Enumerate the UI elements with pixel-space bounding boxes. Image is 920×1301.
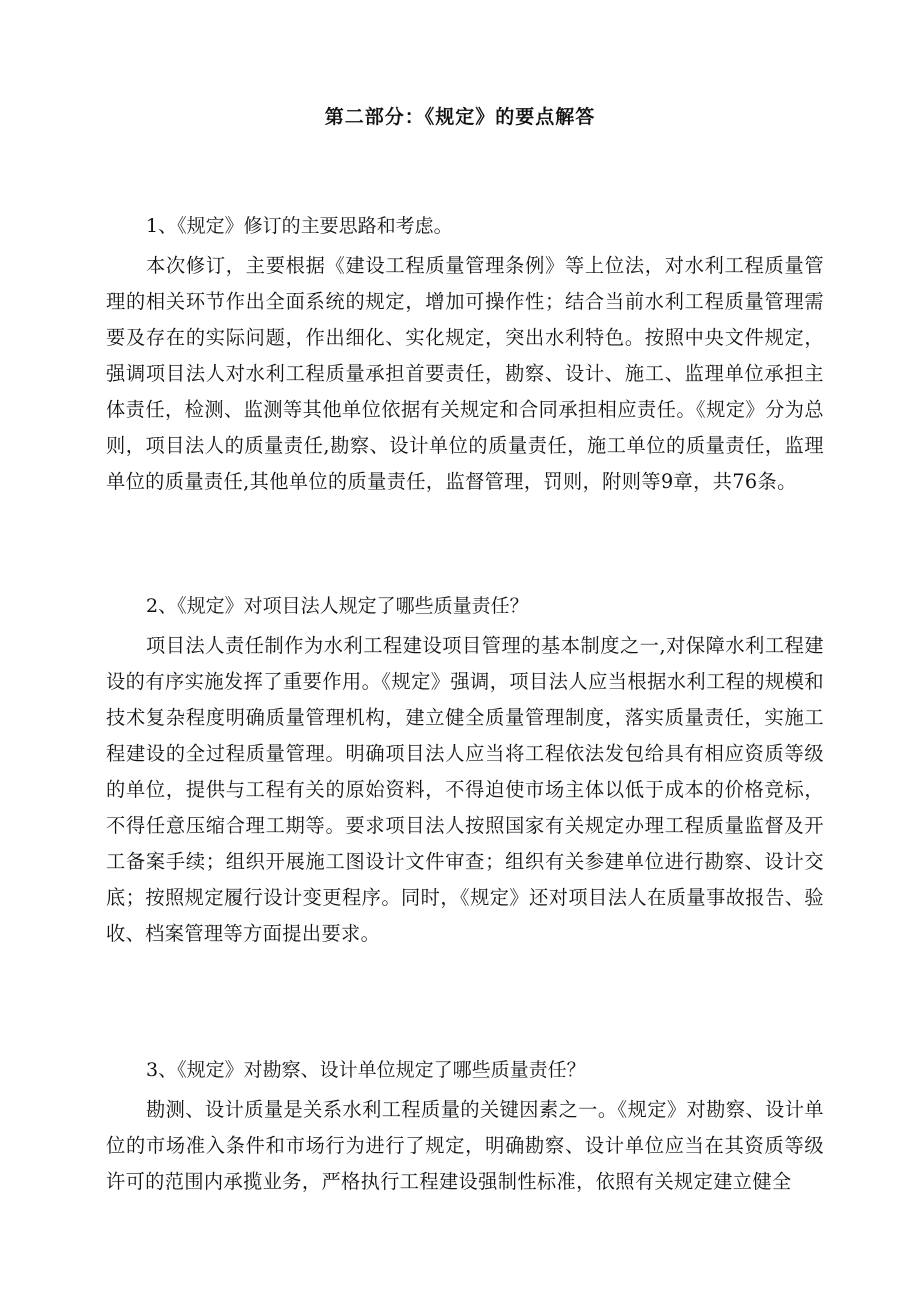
section-2-body: 项目法人责任制作为水利工程建设项目管理的基本制度之一,对保障水利工程建设的有序实施发挥了重要作用。《规定》强调，项目法人应当根据水利工程的规模和技术复杂程度明确质量管理机构，建立健全质量管理制度，落实质量责任，实施工程建设的全过程质量管理。明确项目法人应当将工程依法发包给具有相应资质等级的单位，提供与工程有关的原始资料，不得迫使市场主体以低于成本的价格竞标，不得任意压缩合理工期等。要求项目法人按照国家有关规定办理工程质量监督及开工备案手续；组织开展施工图设计文件审查；组织有关参建单位进行勘察、设计交底；按照规定履行设计变更程序。同时，《规定》还对项目法人在质量事故报告、验收、档案管理等方面提出要求。 <box>106 634 824 945</box>
section-1-body: 本次修订，主要根据《建设工程质量管理条例》等上位法，对水利工程质量管理的相关环节作出全面系统的规定，增加可操作性；结合当前水利工程质量管理需要及存在的实际问题，作出细化、实化规定，突出水利特色。按照中央文件规定，强调项目法人对水利工程质量承担首要责任，勘察、设计、施工、监理单位承担主体责任，检测、监测等其他单位依据有关规定和合同承担相应责任。《规定》分为总则，项目法人的质量责任,勘察、设计单位的质量责任，施工单位的质量责任，监理单位的质量责任,其他单位的质量责任，监督管理，罚则，附则等9章，共76条。 <box>106 254 824 493</box>
section-1-heading: 1、《规定》修订的主要思路和考虑。 <box>146 215 453 237</box>
section-3-heading: 3、《规定》对勘察、设计单位规定了哪些质量责任？ <box>146 1059 586 1081</box>
section-3 <box>106 1048 824 1200</box>
section-2-heading: 2、《规定》对项目法人规定了哪些质量责任？ <box>146 595 529 617</box>
section-1 <box>106 204 824 500</box>
section-3-body: 勘测、设计质量是关系水利工程质量的关键因素之一。《规定》对勘察、设计单位的市场准入条件和市场行为进行了规定，明确勘察、设计单位应当在其资质等级许可的范围内承揽业务，严格执行工程建设强制性标准，依照有关规定建立健全 <box>106 1098 824 1193</box>
section-2 <box>106 584 824 952</box>
page-title: 第二部分：《规定》的要点解答 <box>324 106 596 128</box>
